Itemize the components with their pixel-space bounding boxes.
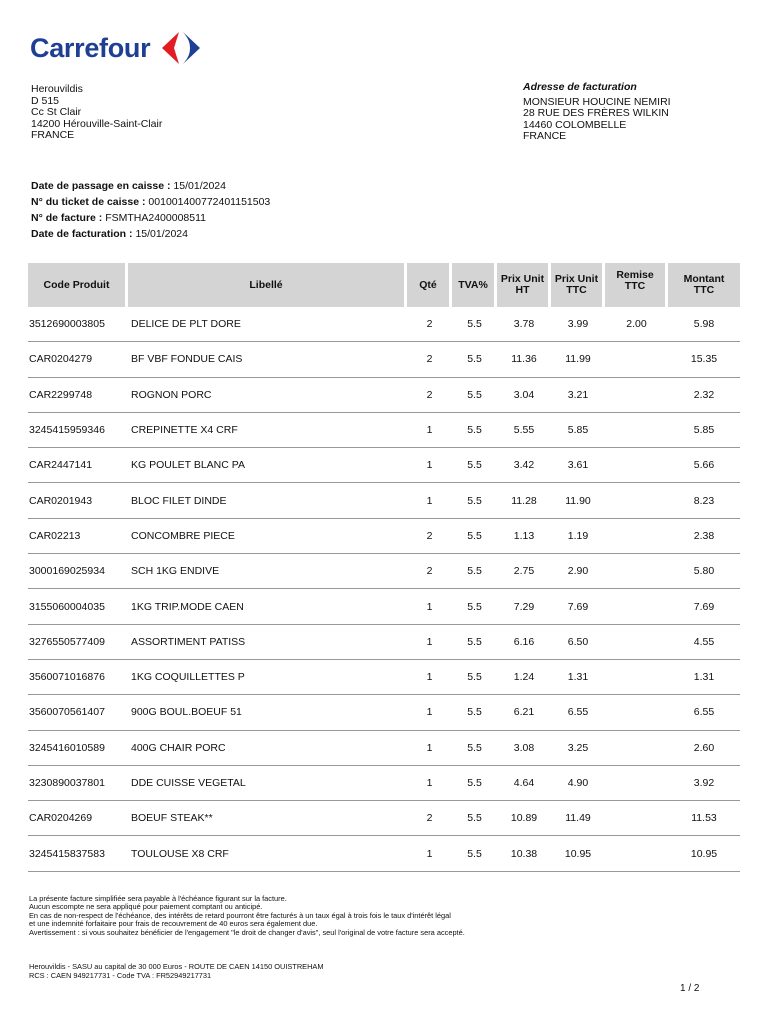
meta-value: 15/01/2024: [135, 228, 188, 240]
store-address: [31, 84, 162, 142]
cell-remise: [605, 836, 668, 871]
billing-address: [523, 82, 671, 143]
header-remise: Remise TTC: [605, 263, 668, 307]
cell-tva: 5.5: [452, 731, 497, 766]
table-row: [28, 448, 740, 483]
meta-label: N° de facture :: [31, 212, 103, 224]
cell-code: CAR02213: [28, 519, 128, 554]
cell-montant: 5.80: [668, 554, 740, 589]
cell-code: CAR0204269: [28, 801, 128, 836]
cell-montant: 2.38: [668, 519, 740, 554]
note-line: et une indemnité forfaitaire pour frais de recouvrement de 40 euros sera également due.: [29, 919, 318, 929]
cell-qte: 2: [407, 307, 452, 342]
cell-code: 3230890037801: [28, 766, 128, 801]
cell-qte: 1: [407, 625, 452, 660]
cell-remise: [605, 660, 668, 695]
meta-ticket: [31, 194, 270, 210]
cell-qte: 1: [407, 660, 452, 695]
cell-qte: 2: [407, 801, 452, 836]
cell-montant: 2.32: [668, 378, 740, 413]
cell-montant: 1.31: [668, 660, 740, 695]
table-row: [28, 625, 740, 660]
table-row: [28, 731, 740, 766]
cell-prix-ttc: 6.55: [551, 695, 605, 730]
cell-libelle: DDE CUISSE VEGETAL: [128, 766, 407, 801]
cell-libelle: BLOC FILET DINDE: [128, 483, 407, 518]
cell-qte: 2: [407, 342, 452, 377]
cell-tva: 5.5: [452, 589, 497, 624]
cell-tva: 5.5: [452, 413, 497, 448]
cell-libelle: ROGNON PORC: [128, 378, 407, 413]
cell-libelle: 1KG TRIP.MODE CAEN: [128, 589, 407, 624]
table-row: [28, 483, 740, 518]
items-table: [28, 263, 740, 872]
table-row: [28, 554, 740, 589]
cell-prix-ht: 2.75: [497, 554, 551, 589]
cell-code: CAR0201943: [28, 483, 128, 518]
cell-remise: 2.00: [605, 307, 668, 342]
cell-montant: 5.98: [668, 307, 740, 342]
cell-qte: 1: [407, 836, 452, 871]
carrefour-logo: [30, 30, 204, 66]
cell-prix-ht: 1.24: [497, 660, 551, 695]
table-row: [28, 413, 740, 448]
cell-tva: 5.5: [452, 695, 497, 730]
table-row: [28, 378, 740, 413]
cell-prix-ht: 6.16: [497, 625, 551, 660]
cell-code: 3245415837583: [28, 836, 128, 871]
billing-line: 28 RUE DES FRÈRES WILKIN: [523, 107, 669, 119]
cell-prix-ttc: 11.49: [551, 801, 605, 836]
cell-libelle: SCH 1KG ENDIVE: [128, 554, 407, 589]
cell-prix-ht: 3.08: [497, 731, 551, 766]
meta-date-facturation: [31, 226, 270, 242]
cell-tva: 5.5: [452, 483, 497, 518]
cell-libelle: KG POULET BLANC PA: [128, 448, 407, 483]
footer-line: Herouvildis - SASU au capital de 30 000 Euros - ROUTE DE CAEN 14150 OUISTREHAM: [29, 962, 324, 971]
cell-tva: 5.5: [452, 660, 497, 695]
meta-value: 15/01/2024: [173, 180, 226, 192]
cell-montant: 4.55: [668, 625, 740, 660]
company-footer: [29, 963, 324, 980]
cell-prix-ttc: 11.90: [551, 483, 605, 518]
table-row: [28, 307, 740, 342]
cell-tva: 5.5: [452, 448, 497, 483]
cell-remise: [605, 342, 668, 377]
cell-libelle: BF VBF FONDUE CAIS: [128, 342, 407, 377]
meta-facture: [31, 210, 270, 226]
cell-code: CAR0204279: [28, 342, 128, 377]
table-header-row: [28, 263, 740, 307]
store-line: Cc St Clair: [31, 106, 82, 118]
cell-qte: 2: [407, 519, 452, 554]
billing-line: MONSIEUR HOUCINE NEMIRI: [523, 95, 671, 108]
cell-tva: 5.5: [452, 342, 497, 377]
cell-code: 3000169025934: [28, 554, 128, 589]
cell-prix-ht: 10.38: [497, 836, 551, 871]
cell-montant: 7.69: [668, 589, 740, 624]
carrefour-logo-icon: [158, 30, 204, 66]
table-row: [28, 519, 740, 554]
note-line: La présente facture simplifiée sera payable à l'échéance figurant sur la facture.: [29, 894, 287, 903]
cell-qte: 1: [407, 448, 452, 483]
cell-tva: 5.5: [452, 836, 497, 871]
cell-libelle: 1KG COQUILLETTES P: [128, 660, 407, 695]
cell-prix-ttc: 7.69: [551, 589, 605, 624]
payment-notes: [29, 895, 465, 937]
cell-libelle: CONCOMBRE PIECE: [128, 519, 407, 554]
footer-line: RCS : CAEN 949217731 - Code TVA : FR52949217731: [29, 970, 212, 980]
meta-value: 00100140077240115150​3: [148, 196, 271, 208]
header-prix-ht: Prix Unit HT: [497, 263, 551, 307]
cell-remise: [605, 801, 668, 836]
cell-qte: 2: [407, 554, 452, 589]
table-row: [28, 589, 740, 624]
cell-remise: [605, 589, 668, 624]
meta-label: Date de passage en caisse :: [31, 180, 171, 192]
cell-prix-ht: 6.21: [497, 695, 551, 730]
cell-libelle: BOEUF STEAK**: [128, 801, 407, 836]
note-line: En cas de non-respect de l'échéance, des intérêts de retard pourront être facturés à un taux égal à trois fois le taux d'intérêt légal: [29, 910, 451, 920]
header-code: Code Produit: [28, 263, 128, 307]
cell-code: 3560071016876: [28, 660, 128, 695]
cell-prix-ttc: 3.61: [551, 448, 605, 483]
cell-prix-ttc: 6.50: [551, 625, 605, 660]
cell-prix-ttc: 1.31: [551, 660, 605, 695]
cell-remise: [605, 519, 668, 554]
cell-prix-ttc: 11.99: [551, 342, 605, 377]
cell-remise: [605, 766, 668, 801]
header-tva: TVA%: [452, 263, 497, 307]
cell-prix-ht: 7.29: [497, 589, 551, 624]
meta-label: Date de facturation :: [31, 228, 133, 240]
cell-montant: 8.23: [668, 483, 740, 518]
header-montant: Montant TTC: [668, 263, 740, 307]
cell-code: 3245416010589: [28, 731, 128, 766]
cell-prix-ht: 11.36: [497, 342, 551, 377]
cell-remise: [605, 483, 668, 518]
table-row: [28, 695, 740, 730]
billing-line: FRANCE: [523, 130, 567, 142]
cell-prix-ht: 11.28: [497, 483, 551, 518]
store-line: FRANCE: [31, 129, 75, 141]
cell-remise: [605, 413, 668, 448]
store-line: Herouvildis: [31, 83, 83, 95]
cell-qte: 1: [407, 695, 452, 730]
cell-prix-ttc: 3.21: [551, 378, 605, 413]
cell-code: 3560070561407: [28, 695, 128, 730]
header-libelle: Libellé: [128, 263, 407, 307]
cell-code: CAR2299748: [28, 378, 128, 413]
billing-line: 14460 COLOMBELLE: [523, 118, 627, 131]
cell-code: 3245415959346: [28, 413, 128, 448]
page-number: 1 / 2: [680, 983, 700, 994]
cell-prix-ht: 10.89: [497, 801, 551, 836]
cell-prix-ttc: 10.95: [551, 836, 605, 871]
cell-tva: 5.5: [452, 554, 497, 589]
cell-tva: 5.5: [452, 625, 497, 660]
store-line: 14200 Hérouville-Saint-Clair: [31, 117, 163, 130]
cell-code: 3512690003805: [28, 307, 128, 342]
cell-code: 3155060004035: [28, 589, 128, 624]
cell-montant: 5.85: [668, 413, 740, 448]
cell-remise: [605, 625, 668, 660]
cell-tva: 5.5: [452, 801, 497, 836]
cell-remise: [605, 695, 668, 730]
cell-montant: 2.60: [668, 731, 740, 766]
cell-prix-ttc: 5.85: [551, 413, 605, 448]
cell-libelle: DELICE DE PLT DORE: [128, 307, 407, 342]
cell-libelle: CREPINETTE X4 CRF: [128, 413, 407, 448]
cell-tva: 5.5: [452, 519, 497, 554]
header-prix-ttc: Prix Unit TTC: [551, 263, 605, 307]
cell-qte: 1: [407, 589, 452, 624]
header-qte: Qté: [407, 263, 452, 307]
note-line: Avertissement : si vous souhaitez bénéficier de l'engagement "le droit de changer d'avis", seul l'original de votre facture sera accepté.: [29, 927, 465, 937]
billing-title: Adresse de facturation: [523, 81, 637, 93]
cell-prix-ttc: 4.90: [551, 766, 605, 801]
cell-qte: 1: [407, 766, 452, 801]
cell-montant: 6.55: [668, 695, 740, 730]
meta-date-passage: [31, 178, 270, 194]
table-row: [28, 801, 740, 836]
cell-prix-ttc: 3.99: [551, 307, 605, 342]
note-line: Aucun escompte ne sera appliqué pour paiement comptant ou anticipé.: [29, 902, 263, 912]
cell-montant: 5.66: [668, 448, 740, 483]
cell-prix-ht: 3.78: [497, 307, 551, 342]
invoice-meta: [31, 178, 270, 242]
cell-prix-ttc: 1.19: [551, 519, 605, 554]
cell-code: 3276550577409: [28, 625, 128, 660]
cell-prix-ttc: 2.90: [551, 554, 605, 589]
meta-label: N° du ticket de caisse :: [31, 196, 146, 208]
cell-prix-ht: 4.64: [497, 766, 551, 801]
cell-remise: [605, 554, 668, 589]
cell-prix-ht: 3.04: [497, 378, 551, 413]
store-line: D 515: [31, 94, 60, 107]
cell-code: CAR2447141: [28, 448, 128, 483]
cell-prix-ht: 5.55: [497, 413, 551, 448]
cell-qte: 1: [407, 731, 452, 766]
table-row: [28, 836, 740, 871]
cell-prix-ht: 3.42: [497, 448, 551, 483]
cell-montant: 11.53: [668, 801, 740, 836]
cell-tva: 5.5: [452, 766, 497, 801]
cell-montant: 3.92: [668, 766, 740, 801]
cell-prix-ht: 1.13: [497, 519, 551, 554]
meta-value: FSMTHA2400008511: [105, 212, 206, 224]
cell-tva: 5.5: [452, 378, 497, 413]
cell-montant: 15.35: [668, 342, 740, 377]
cell-qte: 2: [407, 378, 452, 413]
cell-montant: 10.95: [668, 836, 740, 871]
table-row: [28, 766, 740, 801]
cell-prix-ttc: 3.25: [551, 731, 605, 766]
cell-libelle: 900G BOUL.BOEUF 51: [128, 695, 407, 730]
cell-tva: 5.5: [452, 307, 497, 342]
cell-qte: 1: [407, 413, 452, 448]
table-row: [28, 342, 740, 377]
cell-remise: [605, 378, 668, 413]
cell-remise: [605, 448, 668, 483]
table-row: [28, 660, 740, 695]
brand-name: Carrefour: [30, 32, 151, 63]
cell-libelle: 400G CHAIR PORC: [128, 731, 407, 766]
cell-qte: 1: [407, 483, 452, 518]
cell-libelle: TOULOUSE X8 CRF: [128, 836, 407, 871]
cell-libelle: ASSORTIMENT PATISS: [128, 625, 407, 660]
cell-remise: [605, 731, 668, 766]
